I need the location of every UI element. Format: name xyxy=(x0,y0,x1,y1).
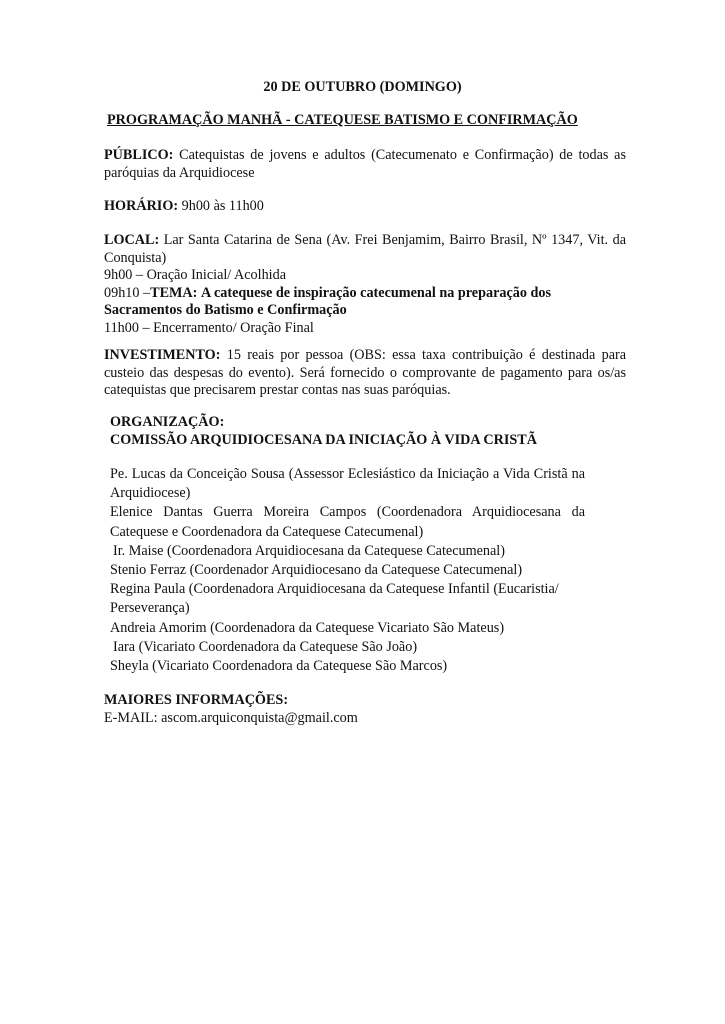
horario-text: 9h00 às 11h00 xyxy=(181,198,264,214)
list-item: Sheyla (Vicariato Coordenadora da Catequese São Marcos) xyxy=(110,658,448,675)
publico-section xyxy=(104,147,626,182)
horario-section xyxy=(104,198,626,216)
horario-label: HORÁRIO: xyxy=(104,198,179,214)
event-date-heading: 20 DE OUTUBRO (DOMINGO) xyxy=(263,79,462,95)
list-item: Elenice Dantas Guerra Moreira Campos (Coordenadora Arquidiocesana da Catequese e Coordenadora da Catequese Catecumenal) xyxy=(110,504,585,540)
list-item: Iara (Vicariato Coordenadora da Catequese São João) xyxy=(113,638,418,655)
info-label: MAIORES INFORMAÇÕES: xyxy=(104,692,289,708)
publico-text: Catequistas de jovens e adultos (Catecumenato e Confirmação) de todas as paróquias da Arquidiocese xyxy=(104,147,626,181)
investimento-section xyxy=(104,347,626,400)
commission-name: COMISSÃO ARQUIDIOCESANA DA INICIAÇÃO À VIDA CRISTÃ xyxy=(110,431,538,448)
investimento-label: INVESTIMENTO: xyxy=(104,347,221,363)
investimento-text: 15 reais por pessoa (OBS: essa taxa contribuição é destinada para custeio das despesas do evento). Será fornecido o comprovante de pagamento para os/as catequistas que precisarem prestar contas nas suas paróquias. xyxy=(104,347,627,399)
list-item: Stenio Ferraz (Coordenador Arquidiocesano da Catequese Catecumenal) xyxy=(110,562,523,579)
schedule-theme-text: A catequese de inspiração catecumenal na preparação dos Sacramentos do Batismo e Confirmação xyxy=(104,284,552,319)
schedule-item-opening: 9h00 – Oração Inicial/ Acolhida xyxy=(104,267,287,283)
schedule-section xyxy=(104,267,626,337)
local-label: LOCAL: xyxy=(104,232,160,248)
email-line: E-MAIL: ascom.arquiconquista@gmail.com xyxy=(104,709,358,726)
list-item: Pe. Lucas da Conceição Sousa (Assessor Eclesiástico da Iniciação a Vida Cristã na Arquidiocese) xyxy=(110,466,585,502)
organizers-list xyxy=(110,465,585,676)
list-item: Andreia Amorim (Coordenadora da Catequese Vicariato São Mateus) xyxy=(110,619,505,636)
schedule-theme-label: TEMA: xyxy=(150,284,198,301)
list-item: Regina Paula (Coordenadora Arquidiocesana da Catequese Infantil (Eucaristia/ Perseverança) xyxy=(110,581,559,617)
info-section xyxy=(104,692,358,727)
program-title: PROGRAMAÇÃO MANHÃ - CATEQUESE BATISMO E CONFIRMAÇÃO xyxy=(107,112,578,128)
local-section xyxy=(104,232,626,267)
schedule-item-closing: 11h00 – Encerramento/ Oração Final xyxy=(104,319,314,336)
organizacao-label: ORGANIZAÇÃO: xyxy=(110,414,225,430)
schedule-item-theme xyxy=(104,285,626,320)
local-text: Lar Santa Catarina de Sena (Av. Frei Benjamim, Bairro Brasil, Nº 1347, Vit. da Conquista) xyxy=(104,232,626,266)
list-item: Ir. Maise (Coordenadora Arquidiocesana da Catequese Catecumenal) xyxy=(113,542,505,559)
organizacao-heading xyxy=(110,414,537,449)
publico-label: PÚBLICO: xyxy=(104,147,174,163)
schedule-theme-time: 09h10 – xyxy=(104,284,151,301)
